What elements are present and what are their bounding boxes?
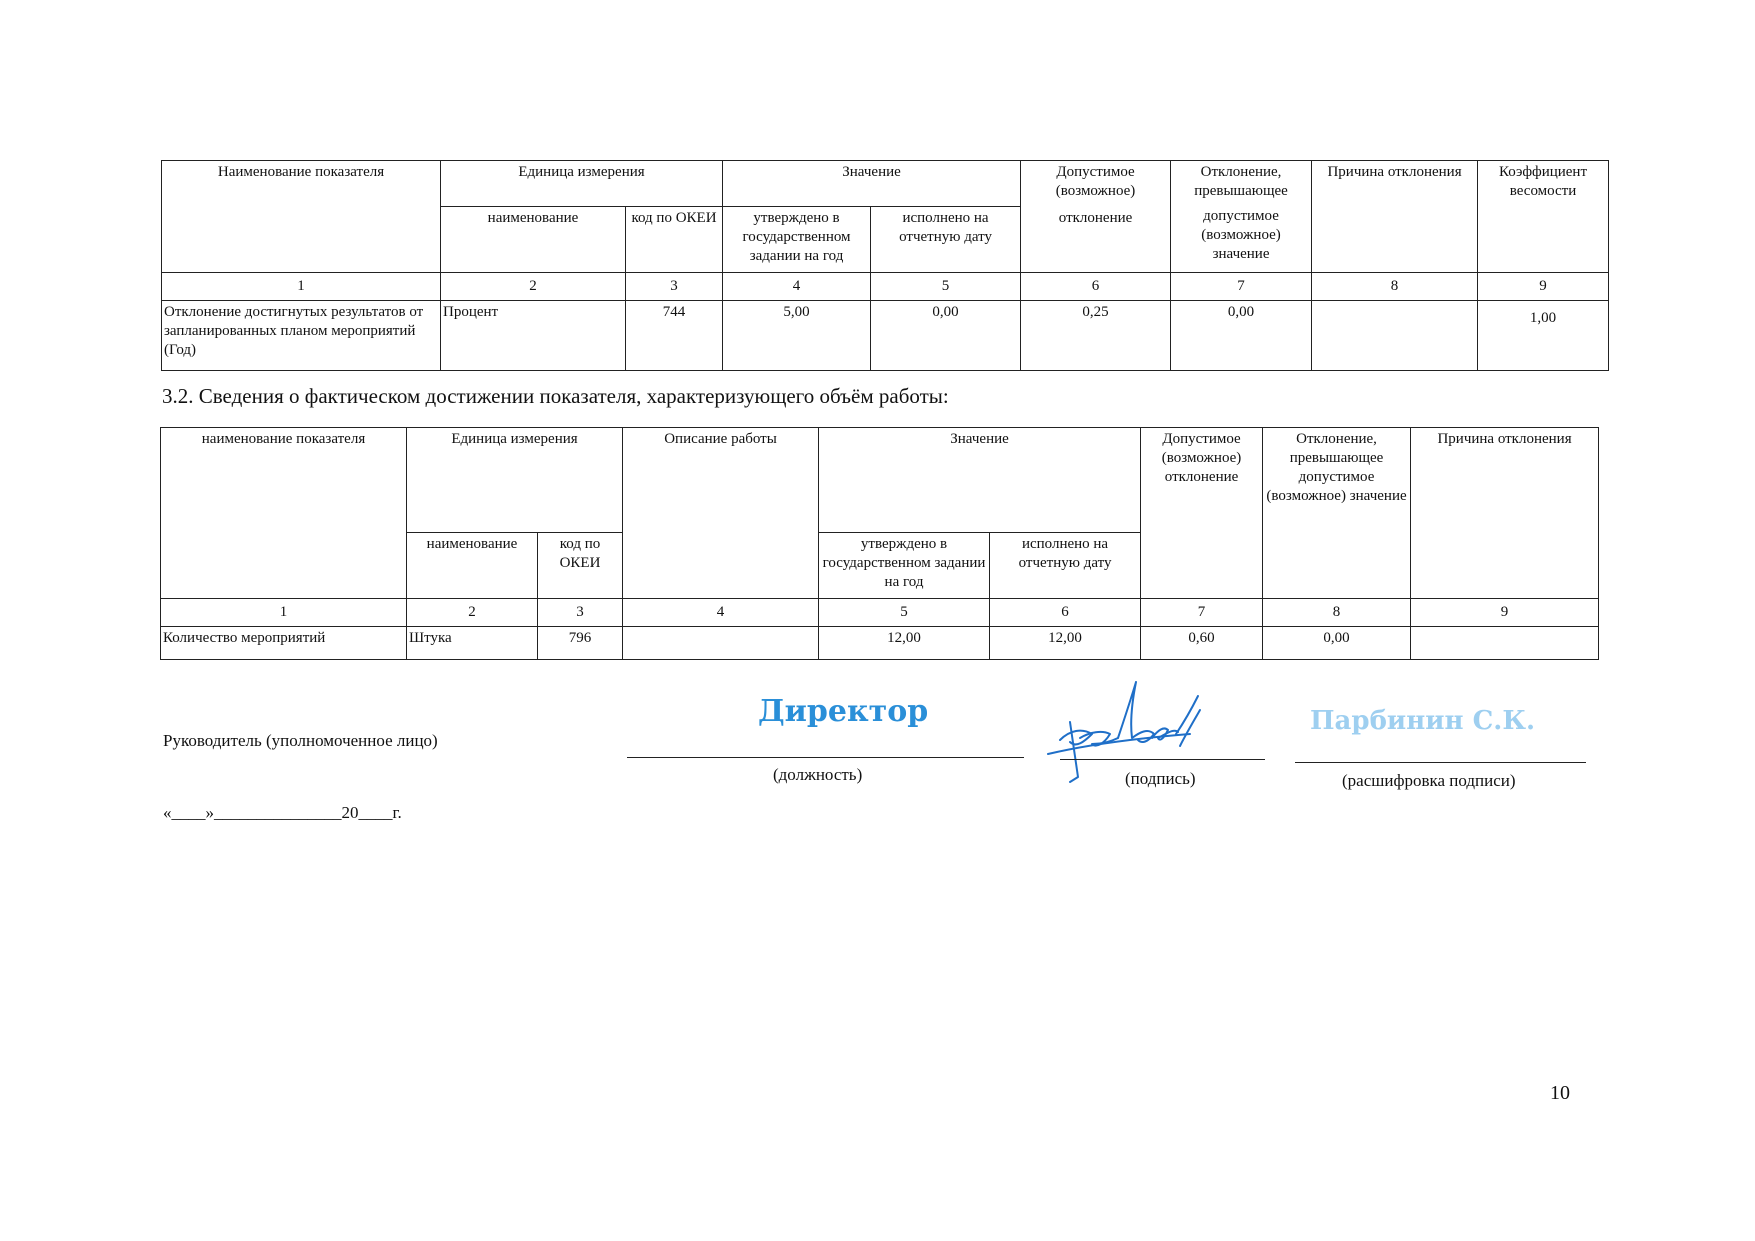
header-value: Значение [723,161,1021,207]
header-allowed-line1: Допустимое (возможное) [1055,164,1136,199]
col-number: 1 [161,599,407,627]
col-number: 5 [819,599,990,627]
cell-unit-code: 796 [538,627,623,660]
header-coef: Коэффициент весомости [1478,161,1609,273]
col-number: 3 [538,599,623,627]
table-row [162,301,1609,371]
name-line [1295,762,1586,763]
header-allowed: Допустимое (возможное) отклонение [1141,428,1263,599]
header-unit: Единица измерения [407,428,623,533]
position-stamp: Директор [758,694,929,729]
position-caption: (должность) [773,765,863,784]
header-approved: утверждено в государственном задании на год [723,207,871,273]
cell-executed: 12,00 [990,627,1141,660]
header-value: Значение [819,428,1141,533]
col-number: 2 [407,599,538,627]
header-name: наименование показателя [161,428,407,599]
cell-deviation: 0,00 [1171,301,1312,371]
header-allowed [1021,161,1171,273]
header-reason: Причина отклонения [1312,161,1478,273]
col-number: 7 [1171,273,1312,301]
col-number: 8 [1263,599,1411,627]
section-title: 3.2. Сведения о фактическом достижении показателя, характеризующего объём работы: [162,384,949,408]
signature-line [1060,759,1265,760]
col-number: 4 [623,599,819,627]
cell-approved: 12,00 [819,627,990,660]
cell-allowed: 0,60 [1141,627,1263,660]
header-deviation-line2: допустимое (возможное) значение [1201,208,1281,262]
signature-caption: (подпись) [1125,769,1196,788]
col-number: 1 [162,273,441,301]
header-name: Наименование показателя [162,161,441,273]
name-caption: (расшифровка подписи) [1342,771,1516,790]
col-number: 9 [1478,273,1609,301]
cell-description [623,627,819,660]
name-stamp: Парбинин С.К. [1310,706,1536,736]
volume-indicator-table [160,427,1599,660]
header-unit-code: код по ОКЕИ [626,207,723,273]
col-number: 4 [723,273,871,301]
col-number: 9 [1411,599,1599,627]
cell-unit-name: Процент [441,301,626,371]
col-number: 2 [441,273,626,301]
col-number: 5 [871,273,1021,301]
cell-reason [1411,627,1599,660]
handwritten-signature [1040,672,1210,784]
cell-deviation: 0,00 [1263,627,1411,660]
header-executed: исполнено на отчетную дату [871,207,1021,273]
quality-indicator-table [161,160,1609,371]
cell-name: Количество мероприятий [161,627,407,660]
header-description: Описание работы [623,428,819,599]
header-deviation-line1: Отклонение, превышающее [1194,164,1288,199]
header-unit-name: наименование [407,533,538,599]
cell-approved: 5,00 [723,301,871,371]
cell-unit-name: Штука [407,627,538,660]
header-unit: Единица измерения [441,161,723,207]
header-unit-code: код по ОКЕИ [538,533,623,599]
head-label: Руководитель (уполномоченное лицо) [163,731,438,750]
header-executed: исполнено на отчетную дату [990,533,1141,599]
cell-allowed: 0,25 [1021,301,1171,371]
cell-executed: 0,00 [871,301,1021,371]
cell-reason [1312,301,1478,371]
cell-unit-code: 744 [626,301,723,371]
header-approved: утверждено в государственном задании на год [819,533,990,599]
table-row [161,627,1599,660]
position-line [627,757,1024,758]
page-number: 10 [1550,1082,1570,1104]
date-line: «____»_______________20____г. [163,803,402,822]
header-reason: Причина отклонения [1411,428,1599,599]
col-number: 3 [626,273,723,301]
header-deviation [1171,161,1312,273]
header-unit-name: наименование [441,207,626,273]
cell-coef: 1,00 [1478,301,1609,371]
col-number: 8 [1312,273,1478,301]
col-number: 6 [1021,273,1171,301]
header-allowed-line2: отклонение [1058,210,1133,226]
col-number: 7 [1141,599,1263,627]
header-deviation: Отклонение, превышающее допустимое (возможное) значение [1263,428,1411,599]
col-number: 6 [990,599,1141,627]
cell-name: Отклонение достигнутых результатов от запланированных планом мероприятий (Год) [162,301,441,371]
